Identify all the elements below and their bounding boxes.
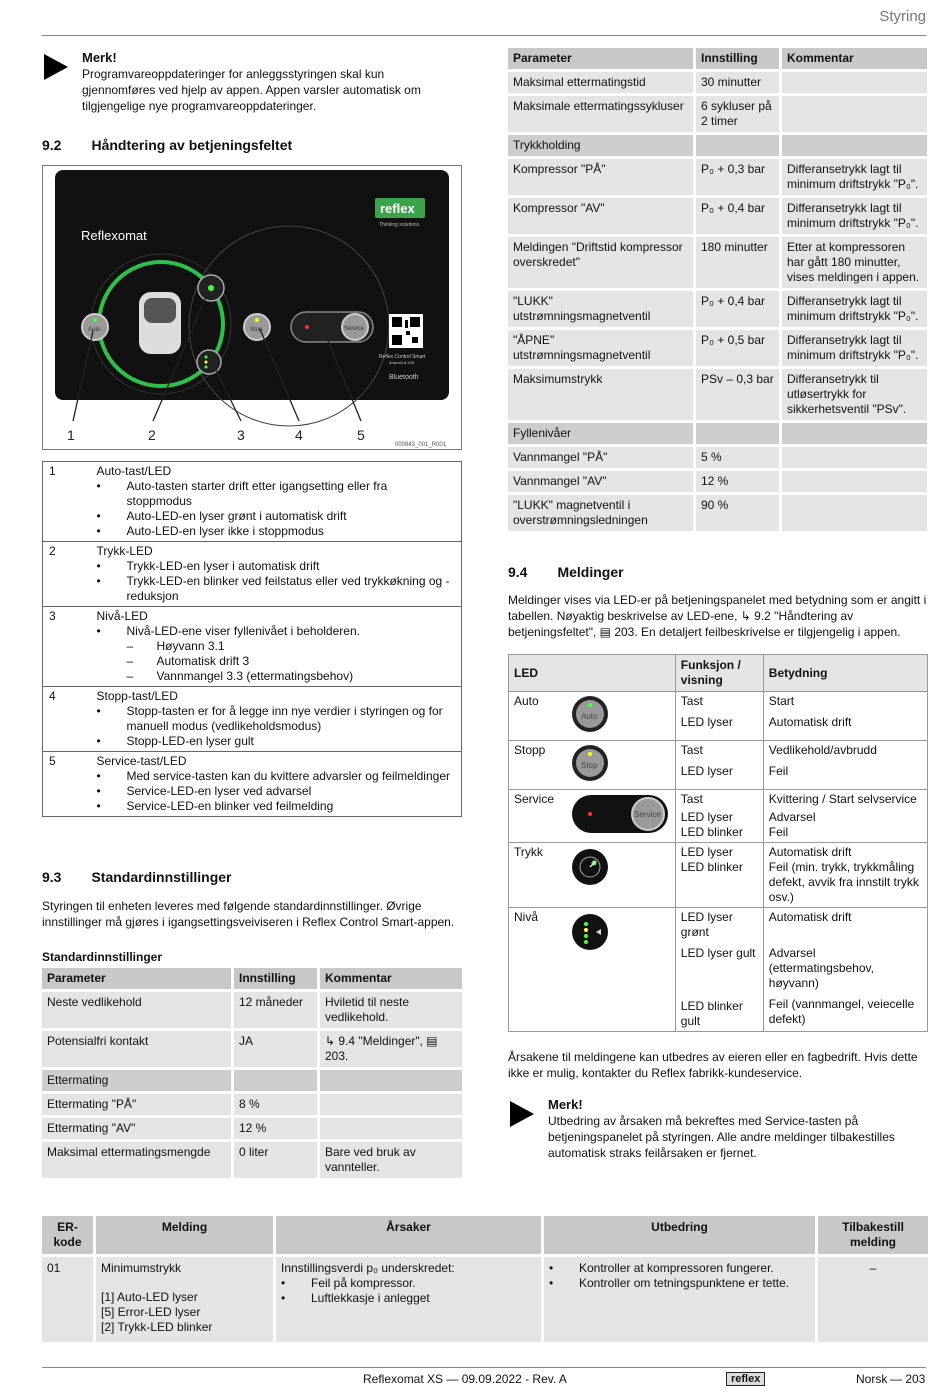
svg-text:Auto: Auto [580, 712, 597, 721]
standard-settings-table: Parameter Innstilling Kommentar Neste vedlikehold 12 måneder Hviletid til neste vedlikehold. Potensialfri kontakt JA ↳ 9.4 "Meldinger", ▤ 203. Ettermating Ettermating "PÅ" 8 % Ettermating "AV" 12 % Maksimal ettermatingsmengde 0 liter Bare ved bruk av vannteller. [39, 965, 465, 1181]
table-row: Stopp Stop Tast LED lyser Vedlikehold/avbrudd Feil [509, 741, 928, 790]
table-row: Maksimal ettermatingstid 30 minutter [507, 71, 929, 95]
legend-row: 5 Service-tast/LED • Med service-tasten kan du kvittere advarsler og feilmeldinger • Service-LED-en lyser ved advarsel • Service-LED-en blinker ved feilmelding [43, 752, 462, 817]
note-text: Utbedring av årsaken må bekreftes med Service-tasten på betjeningspanelet på styringen. Alle andre meldinger tilbakestilles automatisk straks feilårsaken er fjernet. [548, 1114, 895, 1160]
note-arrow-icon [510, 1101, 534, 1127]
table-row: Maksimal ettermatingsmengde 0 liter Bare ved bruk av vannteller. [41, 1141, 464, 1180]
table-row: Fyllenivåer [507, 422, 929, 446]
auto-button-icon [570, 694, 614, 734]
table-row: Meldingen "Driftstid kompressor overskredet" 180 minutter Etter at kompressoren har gått 180 minutter, vises meldingen i appen. [507, 236, 929, 290]
table-row: Ettermating [41, 1069, 464, 1093]
table-row: Kompressor "AV" P₀ + 0,4 bar Differansetrykk lagt til minimum driftstrykk "P₀". [507, 197, 929, 236]
control-panel-figure [42, 165, 462, 450]
table-row: Nivå LED lyser grønt LED lyser gult LED blinker gult Automatisk drift Advarsel (ettermatingsbehov, høyvann) Feil (vannmangel, veiecelle defekt) [509, 908, 928, 1032]
table-row: Vannmangel "AV" 12 % [507, 470, 929, 494]
panel-brand-logo: reflex [380, 201, 415, 216]
panel-level-led [197, 350, 221, 374]
footer-language: Norsk [856, 1372, 888, 1386]
section-heading-9-2: 9.2 Håndtering av betjeningsfeltet [42, 137, 293, 153]
panel-product-name: Reflexomat [81, 228, 147, 243]
bluetooth-label: Bluetooth [389, 374, 419, 381]
table-row: Vannmangel "PÅ" 5 % [507, 446, 929, 470]
note-heading: Merk! [82, 50, 117, 65]
table-caption: Standardinnstillinger [42, 950, 163, 964]
stop-button-icon [570, 743, 614, 783]
note-text: Programvareoppdateringer for anleggsstyringen skal kun gjennomføres ved hjelp av appen. Appen varsler automatisk om tilgjengelige nye programvareoppdateringer. [82, 67, 421, 113]
legend-row: 2 Trykk-LED • Trykk-LED-en lyser i automatisk drift • Trykk-LED-en blinker ved feilstatus eller ved trykkøkning og -reduksjon [43, 542, 462, 607]
table-row: Neste vedlikehold 12 måneder Hviletid til neste vedlikehold. [41, 991, 464, 1030]
legend-row: 1 Auto-tast/LED • Auto-tasten starter drift etter igangsetting eller fra stoppmodus • Auto-LED-en lyser grønt i automatisk drift • Auto-LED-en lyser ikke i stoppmodus [43, 462, 462, 542]
table-row: 01 Minimumstrykk [1] Auto-LED lyser [5] Error-LED lyser [2] Trykk-LED blinker Innstillingsverdi p₀ underskredet: • Feil på kompressor. • Luftlekkasje i anlegget • Kontroller at kompressoren fungerer. • Kontroller om tetningspunktene er tette. – [41, 1256, 930, 1344]
page-number: — 203 [890, 1372, 926, 1386]
svg-text:Service: Service [344, 326, 365, 332]
svg-text:Android & iOS: Android & iOS [389, 360, 415, 365]
legend-table [42, 461, 462, 817]
callout-4: 4 [295, 427, 303, 443]
legend-row: 3 Nivå-LED • Nivå-LED-ene viser fyllenivået i beholderen. – Høyvann 3.1 – Automatisk drift 3 – Vannmangel 3.3 (ettermatingsbehov) [43, 607, 462, 687]
panel-app-label: Reflex Control Smart [379, 354, 426, 360]
table-row: Kompressor "PÅ" P₀ + 0,3 bar Differansetrykk lagt til minimum driftstrykk "P₀". [507, 158, 929, 197]
table-row: "LUKK" magnetventil i overstrømningsledningen 90 % [507, 494, 929, 533]
section-9-3-text: Styringen til enheten leveres med følgende standardinnstillinger. Øvrige innstillinger må gjøres i igangsettingsveiviseren i Reflex Control Smart-appen. [42, 899, 455, 929]
section-title: Styring [879, 8, 926, 25]
note-arrow-icon [44, 54, 68, 80]
panel-tagline: Thinking solutions. [379, 222, 421, 228]
table-row: Potensialfri kontakt JA ↳ 9.4 "Meldinger", ▤ 203. [41, 1030, 464, 1069]
table-row: "ÅPNE" utstrømningsmagnetventil P₀ + 0,5 bar Differansetrykk lagt til minimum driftstrykk "P₀". [507, 329, 929, 368]
figure-code: 000843_001_R001 [395, 442, 447, 448]
table-row: Trykkholding [507, 134, 929, 158]
table-row: Service Service Tast LED lyser LED blinker Kvittering / Start selvservice Advarsel Feil [509, 790, 928, 843]
note-heading: Merk! [548, 1097, 583, 1112]
svg-text:Auto: Auto [88, 327, 101, 333]
table-row: Ettermating "AV" 12 % [41, 1117, 464, 1141]
legend-row: 4 Stopp-tast/LED • Stopp-tasten er for å legge inn nye verdier i styringen og for manuell modus (vedlikeholdsmodus) • Stopp-LED-en lyser gult [43, 687, 462, 752]
svg-text:Stop: Stop [580, 761, 597, 770]
causes-text: Årsakene til meldingene kan utbedres av eieren eller en fagbedrift. Hvis dette ikke er mulig, kontakter du Reflex fabrikk-kundeservice. [508, 1050, 918, 1080]
callout-2: 2 [148, 427, 156, 443]
table-row: Maksimale ettermatingssykluser 6 sykluser på 2 timer [507, 95, 929, 134]
pressure-led-icon [570, 845, 614, 889]
note-box [44, 50, 444, 114]
footer-doc-info: Reflexomat XS — 09.09.2022 - Rev. A [363, 1372, 567, 1386]
table-row: Maksimumstrykk PSv – 0,3 bar Differansetrykk til utløsertrykk for sikkerhetsventil "PSv". [507, 368, 929, 422]
level-led-icon [570, 910, 614, 954]
svg-text:Service: Service [633, 810, 661, 819]
table-row: Trykk LED lyser LED blinker Automatisk drift Feil (min. trykk, trykkmåling defekt, avvik fra innstilt trykk osv.) [509, 843, 928, 908]
table-row: Ettermating "PÅ" 8 % [41, 1093, 464, 1117]
note-box-2 [510, 1097, 920, 1161]
settings-table-continued: Parameter Innstilling Kommentar Maksimal ettermatingstid 30 minutter Maksimale ettermatingssykluser 6 sykluser på 2 timer Trykkholding Kompressor "PÅ" P₀ + 0,3 bar Differansetrykk lagt til minimum driftstrykk "P₀". Kompressor "AV" P₀ + 0,4 bar Differansetrykk lagt til minimum driftstrykk "P₀". Meldingen "Driftstid kompressor overskredet" 180 minutter Etter at kompressoren har gått 180 minutter, vises meldingen i appen. "LUKK" utstrømningsmagnetventil P₀ + 0,4 bar Differansetrykk lagt til minimum driftstrykk "P₀". "ÅPNE" utstrømningsmagnetventil P₀ + 0,5 bar Differansetrykk lagt til minimum driftstrykk "P₀". Maksimumstrykk PSv – 0,3 bar Differansetrykk til utløsertrykk for sikkerhetsventil "PSv". Fyllenivåer Vannmangel "PÅ" 5 % Vannmangel "AV" 12 % "LUKK" magnetventil i overstrømningsledningen 90 % [505, 45, 930, 534]
section-9-4-text: Meldinger vises via LED-er på betjeningspanelet med betydning som er angitt i tabellen. Nøyaktig beskrivelse av LED-ene, ↳ 9.2 "Håndtering av betjeningsfeltet", ▤ 203. En detaljert feilbeskrivelse er tilgjengelig i appen. [508, 593, 927, 639]
table-row: Auto Auto Tast LED lyser Start Automatisk drift [509, 692, 928, 741]
callout-3: 3 [237, 427, 245, 443]
footer-brand-logo: reflex [726, 1372, 765, 1386]
header-rule [42, 35, 926, 36]
footer-rule [42, 1367, 926, 1368]
service-button-icon [570, 792, 670, 836]
section-heading-9-4: 9.4 Meldinger [508, 564, 624, 580]
callout-1: 1 [67, 427, 75, 443]
error-table: ER-kode Melding Årsaker Utbedring Tilbakestill melding 01 Minimumstrykk [1] Auto-LED lyser [5] Error-LED lyser [2] Trykk-LED blinker Innstillingsverdi p₀ underskredet: • Feil på kompressor. • Luftlekkasje i anlegget • Kontroller at kompressoren fungerer. • Kontroller om tetningspunktene er tette. – [39, 1213, 931, 1345]
table-row: "LUKK" utstrømningsmagnetventil P₀ + 0,4 bar Differansetrykk lagt til minimum driftstrykk "P₀". [507, 290, 929, 329]
svg-text:Stop: Stop [250, 327, 263, 333]
callout-5: 5 [357, 427, 365, 443]
section-heading-9-3: 9.3 Standardinnstillinger [42, 869, 232, 885]
led-table: LED Funksjon / visning Betydning Auto Auto Tast LED lyser Start Automatisk drift Stopp Stop Tast LED lyser Vedlikehold/avbrudd Feil Service Service Tast LED lyser LED blinker Kvittering / Start selvservice Advarsel Feil Trykk LED lyser LED blinker Automatisk drift Feil (min. trykk, trykkmåling defekt, avvik fra innstilt trykk osv.) Nivå LED lyser grønt LED lyser gult LED blinker gult Automatisk drift Advarsel (ettermatingsbehov, høyvann) Feil (vannmangel, veiecelle defekt) [508, 654, 928, 1032]
